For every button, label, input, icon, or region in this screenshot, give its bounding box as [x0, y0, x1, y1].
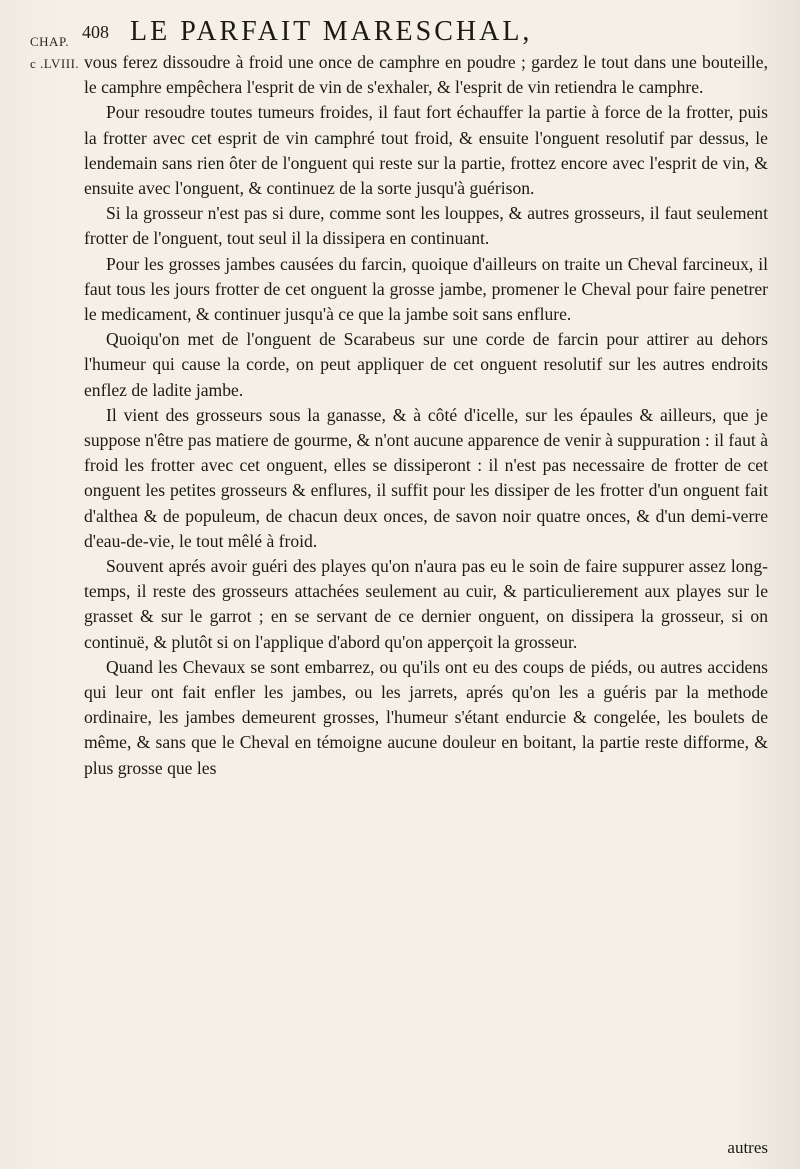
- body-text: [84, 50, 768, 781]
- paragraph-6: Il vient des grosseurs sous la ganasse, & à côté d'icelle, sur les épaules & ailleurs, que je suppose n'être pas matiere de gourme, & n'ont aucune apparence de venir à suppuration : il faut à froid les frotter avec cet onguent, elles se dissiperont : il n'est pas necessaire de frotter de cet onguent les petites grosseurs & enflures, il suffit pour les dissiper de les frotter d'un onguent fait d'althea & de populeum, de chacun deux onces, de savon noir quatre onces, & d'un demi-verre d'eau-de-vie, le tout mêlé à froid.: [84, 404, 768, 551]
- paragraph-7: Souvent aprés avoir guéri des playes qu'on n'aura pas eu le soin de faire suppurer assez long-temps, il reste des grosseurs attachées seulement au cuir, & particulierement aux playes sur le grasset & sur le garrot ; en se servant de ce dernier onguent, on dissipera la grosseur, si on continuë, & plutôt si on l'applique d'abord qu'on apperçoit la grosseur.: [84, 556, 768, 652]
- paragraph-5: Quoiqu'on met de l'onguent de Scarabeus sur une corde de farcin pour attirer au dehors l'humeur qui cause la corde, on peut appliquer de cet onguent resolutif sur les autres endroits enflez de ladite jambe.: [84, 329, 768, 400]
- paragraph-4: Pour les grosses jambes causées du farcin, quoique d'ailleurs on traite un Cheval farcineux, il faut tous les jours frotter de cet onguent la grosse jambe, promener le Cheval pour faire penetrer le medicament, & continuer jusqu'à ce que la jambe soit sans enflure.: [84, 253, 768, 325]
- page-header: [82, 12, 760, 52]
- paragraph-8: Quand les Chevaux se sont embarrez, ou qu'ils ont eu des coups de piéds, ou autres accidens qui leur ont fait enfler les jambes, ou les jarrets, aprés qu'on les a guéris par la methode ordinaire, les jambes demeurent grosses, l'humeur s'étant endurcie & congelée, les boulets de même, & sans que le Cheval en témoigne aucune douleur en boitant, la partie reste difforme, & plus grosse que les: [84, 656, 768, 778]
- page-number: 408: [82, 22, 109, 42]
- paragraph-1: vous ferez dissoudre à froid une once de camphre en poudre ; gardez le tout dans une bouteille, le camphre empêchera l'esprit de vin de s'exhaler, & l'esprit de vin retiendra le camphre.: [84, 52, 768, 98]
- paragraph-2: Pour resoudre toutes tumeurs froides, il faut fort échauffer la partie à force de la frotter, puis la frotter avec cet esprit de vin camphré tout froid, & ensuite l'onguent resolutif par dessus, le lendemain sans rien ôter de l'onguent qui reste sur la partie, frottez encore avec l'esprit de vin, & ensuite avec l'onguent, & continuez de la sorte jusqu'à guérison.: [84, 102, 768, 199]
- running-title: LE PARFAIT MARESCHAL,: [130, 16, 533, 47]
- paragraph-3: Si la grosseur n'est pas si dure, comme sont les louppes, & autres grosseurs, il faut seulement frotter de l'onguent, tout seul il la dissipera en continuant.: [84, 203, 768, 249]
- catchword: autres: [727, 1138, 768, 1157]
- margin-chapter-number: c .LVIII.: [30, 56, 80, 71]
- margin-chapter-label: CHAP.: [30, 34, 69, 49]
